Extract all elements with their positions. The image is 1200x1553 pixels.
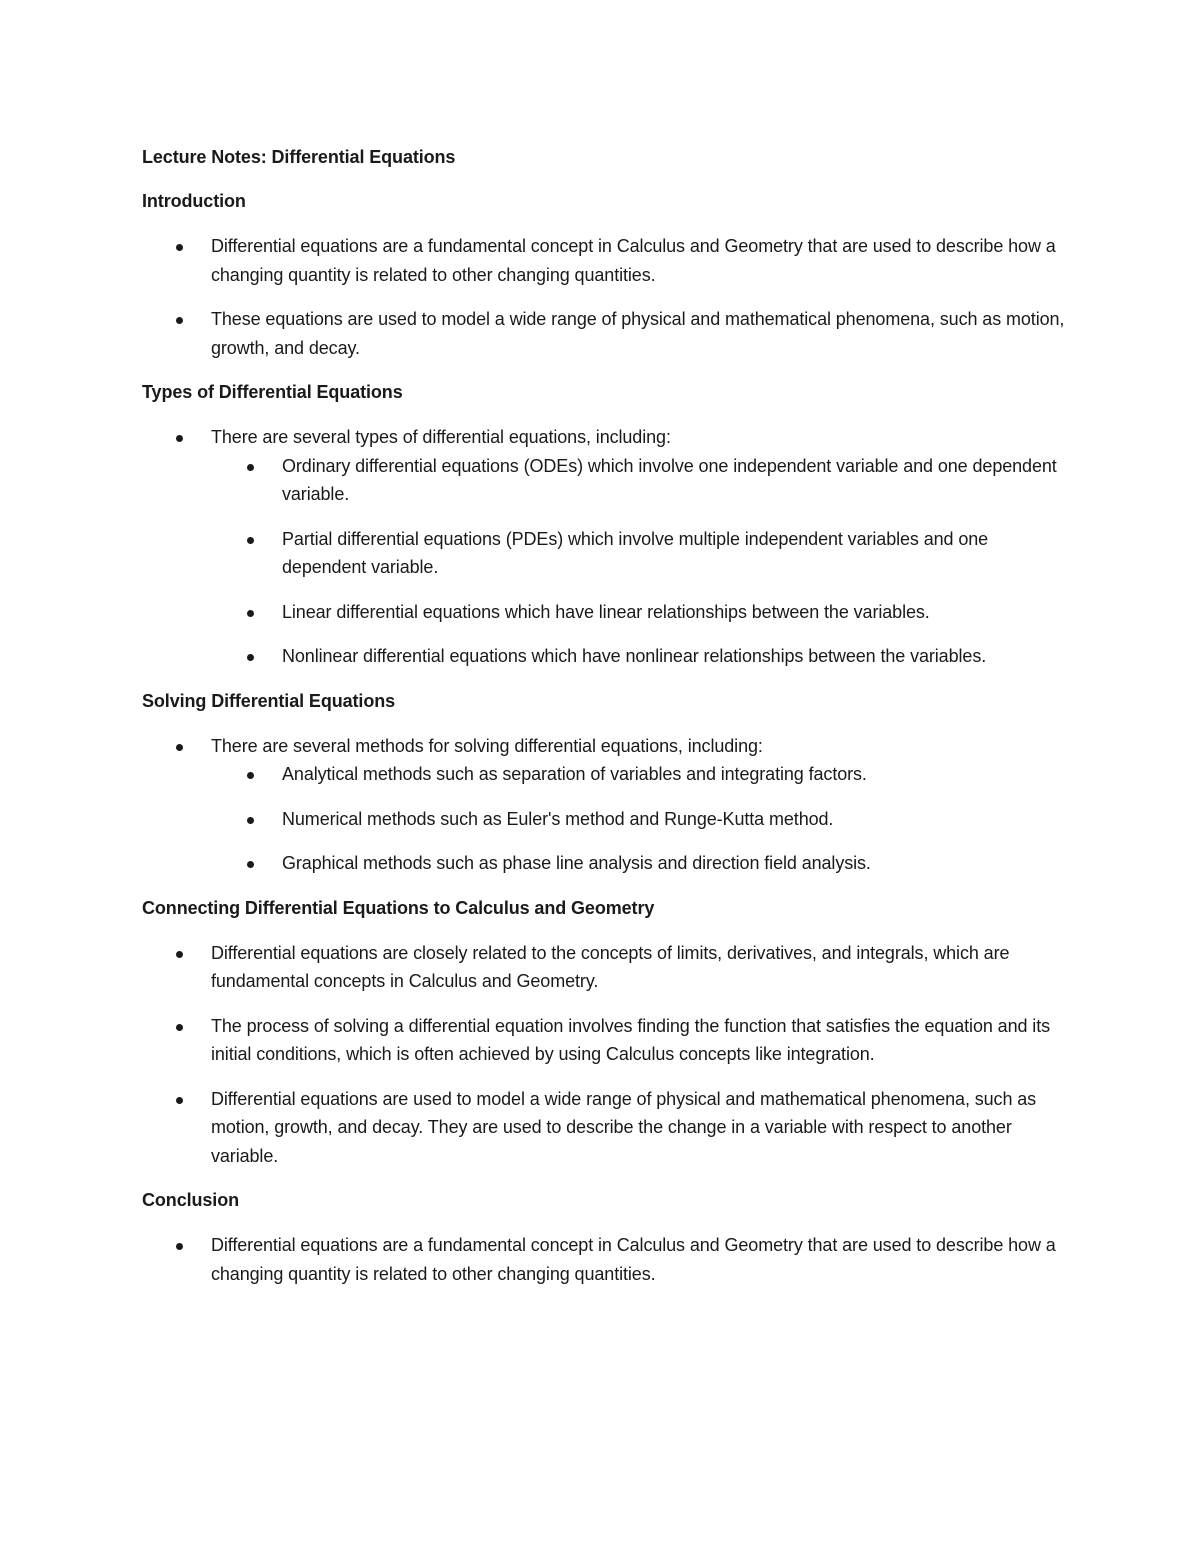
list-item [142,1012,1072,1069]
sub-list-item [142,642,1072,671]
sub-list-item-text: Linear differential equations which have linear relationships between the variables. [282,601,930,622]
section-heading: Introduction [142,191,246,211]
bullet-icon [176,951,183,958]
list-item-text: These equations are used to model a wide range of physical and mathematical phenomena, such as motion, growth, and decay. [211,309,1065,358]
list-item [142,939,1072,996]
sub-list-item [142,760,1072,789]
sub-list-item [142,598,1072,627]
list-item [142,1231,1072,1288]
sub-list-item [142,525,1072,582]
sub-list-item [142,849,1072,878]
section-heading: Types of Differential Equations [142,382,403,402]
bullet-icon [247,861,254,868]
section-heading: Connecting Differential Equations to Calculus and Geometry [142,897,655,918]
document-body [142,143,1072,1304]
list-item-text: Differential equations are closely related to the concepts of limits, derivatives, and integrals, which are fundamental concepts in Calculus and Geometry. [211,942,1010,991]
list-item [142,1085,1072,1171]
bullet-icon [247,772,254,779]
list-item [142,232,1072,289]
sub-bullet-list [142,760,1072,878]
list-item-text: The process of solving a differential equation involves finding the function that satisfies the equation and its initial conditions, which is often achieved by using Calculus concepts like integration. [211,1015,1051,1064]
bullet-icon [176,435,183,442]
list-item [142,732,1072,761]
sub-list-item [142,805,1072,834]
list-item-text: Differential equations are a fundamental concept in Calculus and Geometry that are used to describe how a changing quantity is related to other changing quantities. [211,1235,1056,1284]
bullet-list [142,423,1072,671]
bullet-icon [247,817,254,824]
section-heading: Conclusion [142,1190,239,1210]
list-item-text: Differential equations are used to model a wide range of physical and mathematical phenomena, such as motion, growth, and decay. They are used to describe the change in a variable with respect to another variable. [211,1088,1037,1166]
sub-list-item-text: Nonlinear differential equations which have nonlinear relationships between the variables. [282,646,987,666]
list-item-text: Differential equations are a fundamental concept in Calculus and Geometry that are used to describe how a changing quantity is related to other changing quantities. [211,236,1056,285]
bullet-icon [176,1097,183,1104]
bullet-icon [176,317,183,324]
sub-list-item-text: Numerical methods such as Euler's method and Runge-Kutta method. [282,808,834,829]
bullet-list [142,939,1072,1171]
bullet-list [142,732,1072,878]
sub-list-item [142,452,1072,509]
bullet-icon [247,610,254,617]
document-title: Lecture Notes: Differential Equations [142,147,456,167]
bullet-icon [247,654,254,661]
sub-list-item-text: Graphical methods such as phase line analysis and direction field analysis. [282,853,871,873]
list-item-text: There are several types of differential equations, including: [211,427,671,447]
sub-list-item-text: Partial differential equations (PDEs) which involve multiple independent variables and one dependent variable. [282,528,989,577]
bullet-icon [247,537,254,544]
sub-list-item-text: Ordinary differential equations (ODEs) which involve one independent variable and one dependent variable. [282,455,1057,504]
bullet-icon [176,244,183,251]
sub-list-container [142,452,1072,671]
list-item [142,423,1072,452]
bullet-icon [176,1243,183,1250]
sub-list-item-text: Analytical methods such as separation of variables and integrating factors. [282,764,867,784]
bullet-icon [176,744,183,751]
bullet-list [142,1231,1072,1288]
bullet-icon [176,1024,183,1031]
bullet-list [142,232,1072,362]
list-item-text: There are several methods for solving differential equations, including: [211,735,763,756]
sub-bullet-list [142,452,1072,671]
sub-list-container [142,760,1072,878]
section-heading: Solving Differential Equations [142,690,396,711]
bullet-icon [247,464,254,471]
list-item [142,305,1072,362]
